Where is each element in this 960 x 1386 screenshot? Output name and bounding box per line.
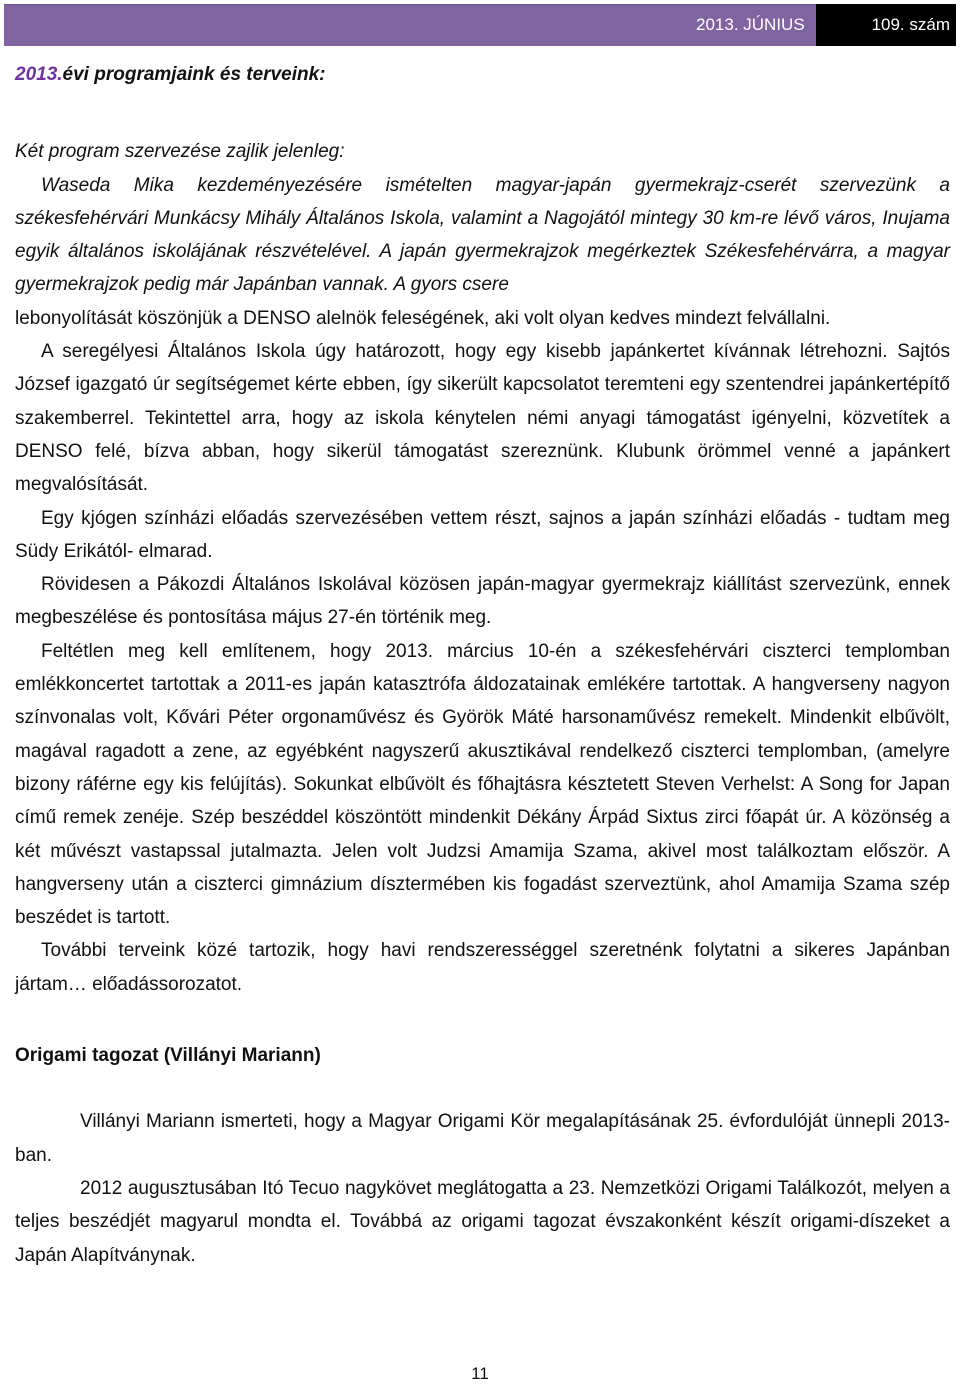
origami-section-title: Origami tagozat (Villányi Mariann) <box>15 1045 321 1067</box>
section-heading <box>15 58 950 91</box>
paragraph-lecture-series: További terveink közé tartozik, hogy havi rendszerességgel szeretnénk folytatni a sikeres Japánban jártam… előadássorozatot. <box>15 940 950 995</box>
paragraph-origami-anniversary: Villányi Mariann ismerteti, hogy a Magyar Origami Kör megalapításának 25. évfordulóját ünnepli 2013-ban. <box>15 1111 950 1166</box>
article-body <box>15 58 950 1272</box>
heading-text: évi programjaink és terveink: <box>62 64 326 85</box>
issue-date: 2013. JÚNIUS <box>696 15 805 34</box>
paragraph-denso-thanks: lebonyolítását köszönjük a DENSO alelnök feleségének, aki volt olyan kedves mindezt felvállalni. <box>15 307 831 329</box>
paragraph-kyogen: Egy kjógen színházi előadás szervezésében vettem részt, sajnos a japán színházi előadás - tudtam meg Südy Erikától- elmarad. <box>15 507 950 562</box>
paragraph-exhibition: Rövidesen a Pákozdi Általános Iskolával közösen japán-magyar gyermekrajz kiállítást szervezünk, ennek megbeszélése és pontosítása május 27-én történik meg. <box>15 574 950 629</box>
heading-year: 2013. <box>15 64 63 85</box>
paragraph-concert: Feltétlen meg kell említenem, hogy 2013. március 10-én a székesfehérvári ciszterci templomban emlékkoncertet tartottak a 2011-es japán katasztrófa áldozatainak emlékére tartottak. A hangverseny nagyon színvonalas volt, Kővári Péter orgonaművész és Györök Máté harsonaművész remekelt. Mindenkit elbűvölt, magával ragadott a zene, az egyébként nagyszerű akusztikával rendelkező ciszterci templomban, (amelyre bizony ráférne egy kis felújítás). Sokunkat elbűvölt és főhajtásra késztetett Steven Verhelst: A Song for Japan című remek zenéje. Szép beszéddel köszöntött mindenkit Dékány Árpád Sixtus zirci főapát úr. A közönség a két művészt vastapssal jutalmazta. Jelen volt Judzsi Amamija Szama, akivel most találkoztam először. A hangverseny után a ciszterci gimnázium dísztermében kis fogadást szerveztünk, ahol Amamija Szama szép beszédet is tartott. <box>15 640 950 929</box>
paragraph-origami-meeting: 2012 augusztusában Itó Tecuo nagykövet meglátogatta a 23. Nemzetközi Origami Találkozót, melyen a teljes beszédjét magyarul mondta el. Továbbá az origami tagozat évszakonként készít origami-díszeket a Japán Alapítványnak. <box>15 1177 950 1266</box>
paragraph-japanese-garden: A seregélyesi Általános Iskola úgy határozott, hogy egy kisebb japánkertet kívánnak létrehozni. Sajtós József igazgató úr segítségemet kérte ebben, így sikerült kapcsolatot teremteni egy szentendrei japánkertépítő szakemberrel. Tekintettel arra, hogy az iskola kénytelen némi anyagi támogatást igényelni, közvetítek a DENSO felé, bízva abban, hogy sikerül támogatást szereznünk. Klubunk örömmel venné a japánkert megvalósítását. <box>15 341 950 496</box>
paragraph-drawing-exchange: Waseda Mika kezdeményezésére ismételten magyar-japán gyermekrajz-cserét szervezünk a székesfehérvári Munkácsy Mihály Általános Iskola, valamint a Nagojától mintegy 30 km-re lévő város, Inujama egyik általános iskolájának részvételével. A japán gyermekrajzok megérkeztek Székesfehérvárra, a magyar gyermekrajzok pedig már Japánban vannak. A gyors csere <box>15 174 950 296</box>
page-number: 11 <box>471 1364 489 1383</box>
intro-line: Két program szervezése zajlik jelenleg: <box>15 141 345 163</box>
issue-number: 109. szám <box>816 4 956 46</box>
